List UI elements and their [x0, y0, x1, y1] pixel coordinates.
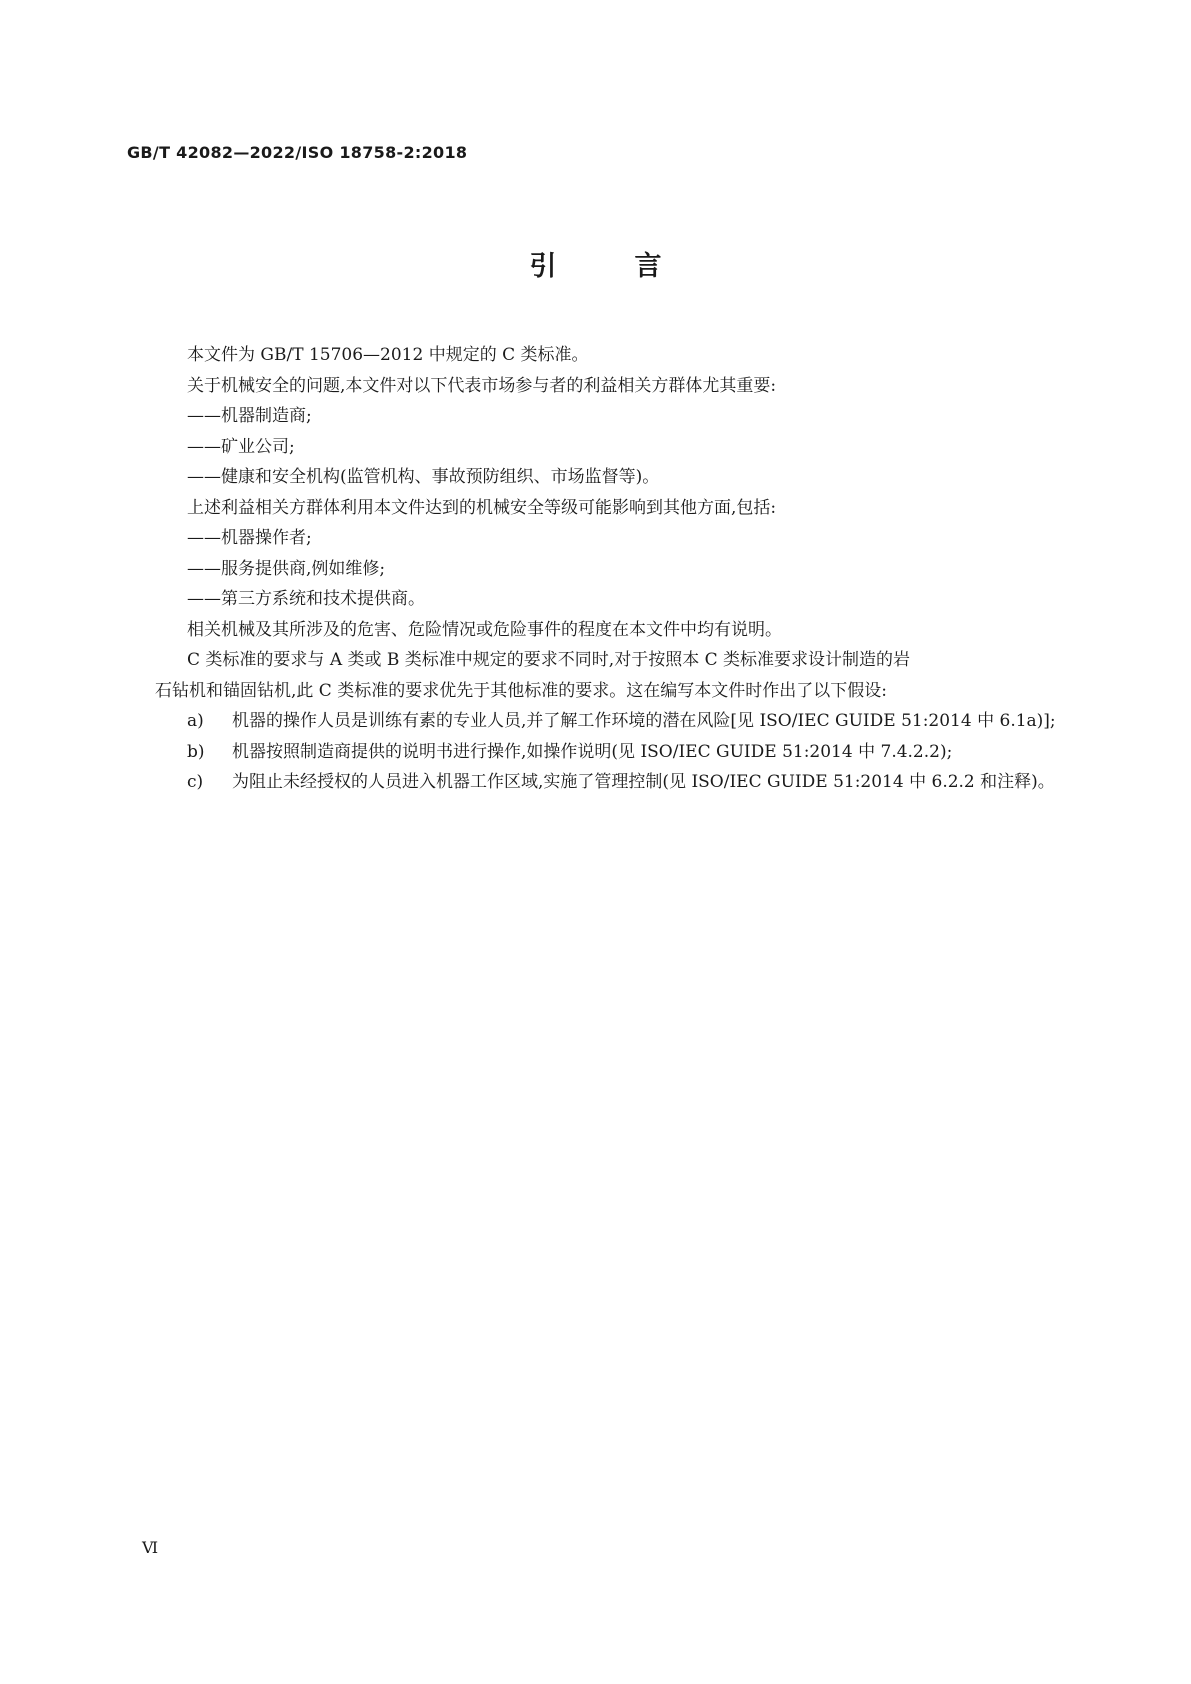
stakeholder-list	[155, 401, 1057, 493]
affected-list	[155, 523, 1057, 615]
list-marker: c)	[187, 772, 204, 792]
assumption-item	[155, 706, 1057, 737]
document-body	[155, 340, 1057, 798]
paragraph-line: 石钻机和锚固钻机,此 C 类标准的要求优先于其他标准的要求。这在编写本文件时作出了以下假设:	[155, 680, 887, 701]
list-text: 机器按照制造商提供的说明书进行操作,如操作说明(见 ISO/IEC GUIDE 51:2014 中 7.4.2.2);	[232, 741, 953, 762]
list-marker: b)	[187, 741, 205, 762]
assumption-item	[155, 737, 1057, 768]
list-text: 机器的操作人员是训练有素的专业人员,并了解工作环境的潜在风险[见 ISO/IEC GUIDE 51:2014 中 6.1a)];	[232, 711, 1056, 731]
paragraph-c-type-priority	[155, 645, 1057, 706]
paragraph-hazards: 相关机械及其所涉及的危害、危险情况或危险事件的程度在本文件中均有说明。	[187, 619, 782, 640]
list-item: ——机器操作者;	[187, 528, 312, 548]
list-text: 为阻止未经授权的人员进入机器工作区域,实施了管理控制(见 ISO/IEC GUIDE 51:2014 中 6.2.2 和注释)。	[232, 772, 1055, 792]
standard-number: GB/T 42082—2022/ISO 18758-2:2018	[127, 143, 468, 162]
page-number: Ⅵ	[142, 1538, 159, 1557]
list-item: ——服务提供商,例如维修;	[187, 558, 386, 579]
list-item: ——第三方系统和技术提供商。	[187, 589, 425, 609]
paragraph-scope: 本文件为 GB/T 15706—2012 中规定的 C 类标准。	[187, 345, 589, 365]
assumption-list	[155, 706, 1057, 798]
paragraph-affected-intro: 上述利益相关方群体利用本文件达到的机械安全等级可能影响到其他方面,包括:	[187, 497, 777, 518]
list-marker: a)	[187, 711, 204, 731]
paragraph-line: C 类标准的要求与 A 类或 B 类标准中规定的要求不同时,对于按照本 C 类标准要求设计制造的岩	[187, 650, 911, 670]
list-item: ——机器制造商;	[187, 406, 312, 426]
list-item: ——矿业公司;	[187, 436, 295, 457]
list-item: ——健康和安全机构(监管机构、事故预防组织、市场监督等)。	[187, 467, 660, 487]
paragraph-stakeholders-intro: 关于机械安全的问题,本文件对以下代表市场参与者的利益相关方群体尤其重要:	[187, 375, 777, 396]
assumption-item	[155, 767, 1057, 798]
section-title: 引言	[529, 251, 740, 282]
